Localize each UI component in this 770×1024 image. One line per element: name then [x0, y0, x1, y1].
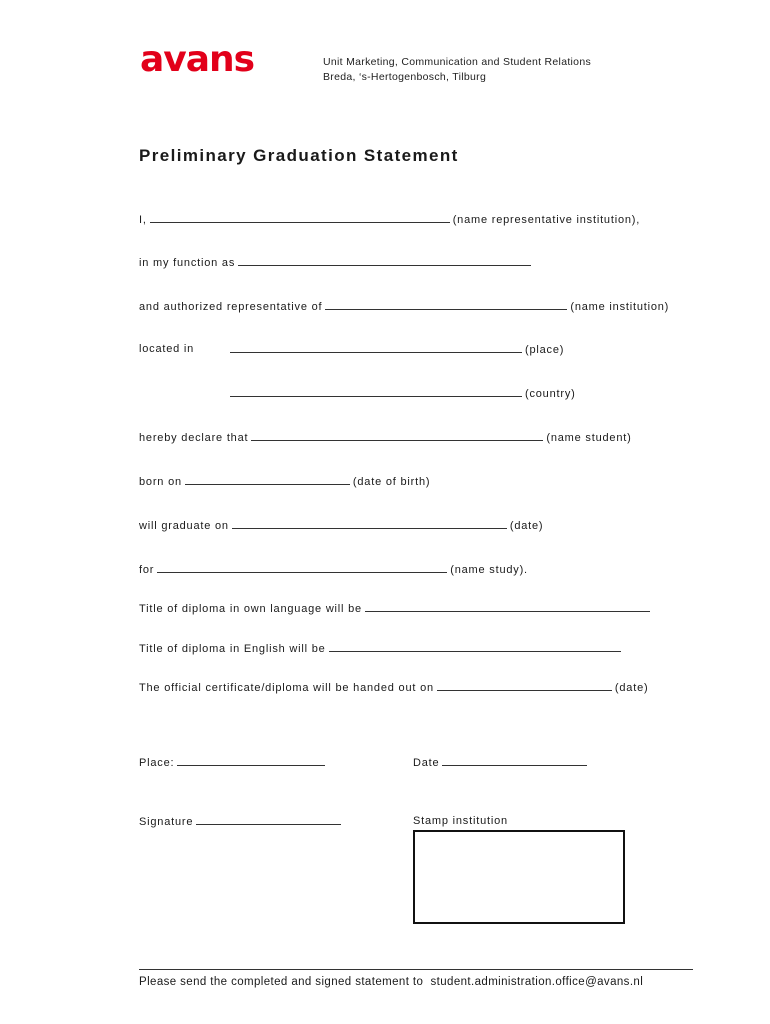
field-label: hereby declare that [139, 432, 249, 444]
form-line-diploma-english [139, 641, 624, 655]
footer-note [139, 976, 643, 988]
page-title: Preliminary Graduation Statement [139, 146, 459, 165]
field-label: The official certificate/diploma will be handed out on [139, 682, 434, 694]
field-label: in my function as [139, 257, 236, 269]
place-label: Place: [139, 757, 175, 769]
form-line-function [139, 255, 534, 269]
footer-divider [139, 969, 693, 970]
graduation-date-field[interactable] [232, 518, 507, 529]
handout-date-field[interactable] [437, 680, 612, 691]
field-hint: (date) [509, 520, 544, 532]
form-line-student [139, 430, 632, 444]
field-hint: (country) [525, 388, 576, 400]
form-line-country [230, 386, 576, 400]
field-label: Title of diploma in own language will be [139, 603, 362, 615]
field-label: for [139, 564, 155, 576]
form-line-birth [139, 474, 430, 488]
header-unit: Unit Marketing, Communication and Student Relations [323, 56, 592, 68]
field-hint: (name representative institution), [452, 214, 641, 226]
signoff-date-field[interactable] [442, 755, 587, 766]
form-line-graduation-date [139, 518, 543, 532]
header-locations: Breda, ‘s-Hertogenbosch, Tilburg [323, 71, 487, 83]
stamp-label: Stamp institution [413, 815, 508, 827]
field-label: and authorized representative of [139, 301, 323, 313]
form-line-institution [139, 299, 669, 313]
student-name-field[interactable] [251, 430, 543, 441]
field-label: I, [139, 214, 147, 226]
field-label: will graduate on [139, 520, 229, 532]
representative-name-field[interactable] [150, 212, 450, 223]
form-line-handout-date [139, 680, 648, 694]
signature-field[interactable] [196, 814, 341, 825]
form-line-diploma-own-language [139, 601, 653, 615]
field-label: born on [139, 476, 182, 488]
place-field[interactable] [230, 342, 522, 353]
field-hint: (place) [525, 344, 565, 356]
signoff-place [139, 755, 328, 769]
date-label: Date [413, 757, 440, 769]
diploma-english-field[interactable] [329, 641, 621, 652]
footer-text: Please send the completed and signed statement to [139, 976, 424, 988]
signoff-date [413, 755, 590, 769]
footer-email: student.administration.office@avans.nl [430, 976, 644, 988]
field-hint: (date of birth) [352, 476, 431, 488]
stamp-box[interactable] [413, 830, 625, 924]
field-hint: (date) [614, 682, 649, 694]
date-of-birth-field[interactable] [185, 474, 350, 485]
form-line-located-place [139, 342, 194, 356]
field-hint: (name student) [546, 432, 632, 444]
country-field[interactable] [230, 386, 522, 397]
header-unit-info [323, 55, 591, 85]
form-line-study [139, 562, 528, 576]
field-hint: (name study). [450, 564, 528, 576]
field-hint: (name institution) [570, 301, 670, 313]
function-field[interactable] [238, 255, 531, 266]
form-line-representative [139, 212, 640, 226]
study-name-field[interactable] [157, 562, 447, 573]
diploma-own-language-field[interactable] [365, 601, 650, 612]
signoff-signature [139, 814, 344, 828]
signature-label: Signature [139, 816, 194, 828]
field-label: located in [139, 343, 195, 355]
form-line-place-blank [230, 342, 564, 356]
institution-name-field[interactable] [325, 299, 567, 310]
field-label: Title of diploma in English will be [139, 643, 326, 655]
avans-logo: avans [140, 39, 255, 80]
signoff-place-field[interactable] [177, 755, 325, 766]
